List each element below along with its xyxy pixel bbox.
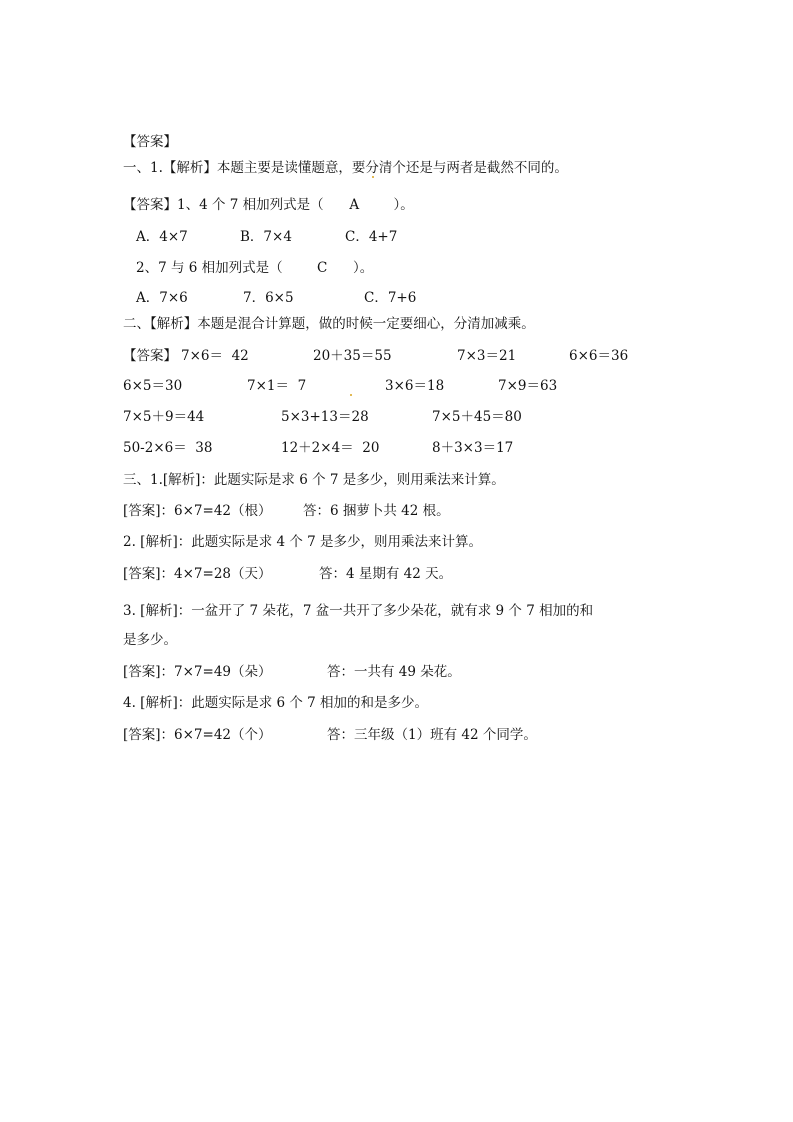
calc-cell: 8＋3×3＝17 bbox=[432, 440, 514, 456]
sec1-analysis: 一、1.【解析】本题主要是读懂题意，要分清个还是与两者是截然不同的。 bbox=[123, 160, 568, 176]
sec1-q2: 2、7 与 6 相加列式是（ C ）。 bbox=[136, 260, 374, 276]
sec3-item1-reply: 答：6 捆萝卜共 42 根。 bbox=[303, 503, 450, 519]
calc-cell: 7×5＋9＝44 bbox=[123, 409, 205, 425]
scan-speck bbox=[372, 176, 374, 178]
sec3-item1-answer: [答案]：6×7=42（根） bbox=[123, 503, 272, 519]
sec3-item2-analysis: 2. [解析]：此题实际是求 4 个 7 是多少，则用乘法来计算。 bbox=[123, 534, 483, 550]
sec3-item3-answer: [答案]：7×7=49（朵） bbox=[123, 664, 272, 680]
calc-cell: 7×3＝21 bbox=[457, 348, 517, 364]
calc-cell: 7×9＝63 bbox=[498, 378, 558, 394]
calc-cell: 5×3+13＝28 bbox=[281, 409, 369, 425]
sec2-analysis: 二、【解析】本题是混合计算题，做的时候一定要细心，分清加减乘。 bbox=[123, 316, 535, 332]
sec3-item4-analysis: 4. [解析]：此题实际是求 6 个 7 相加的和是多少。 bbox=[123, 695, 429, 711]
sec1-q2-option-c: C．7+6 bbox=[364, 290, 417, 306]
calc-cell: 3×6＝18 bbox=[385, 378, 445, 394]
sec1-q1: 【答案】1、4 个 7 相加列式是（ A ）。 bbox=[123, 197, 414, 213]
sec1-q1-option-a: A．4×7 bbox=[136, 229, 188, 245]
sec1-q2-option-b: 7．6×5 bbox=[243, 290, 294, 306]
sec3-item1-analysis: 三、1.[解析]：此题实际是求 6 个 7 是多少，则用乘法来计算。 bbox=[123, 472, 505, 488]
calc-cell: 50-2×6＝ 38 bbox=[123, 440, 213, 456]
calc-cell: 7×5＋45＝80 bbox=[432, 409, 522, 425]
calc-cell: 7×1＝ 7 bbox=[247, 378, 307, 394]
sec3-item4-reply: 答：三年级（1）班有 42 个同学。 bbox=[327, 727, 537, 743]
sec3-item3-analysis: 3. [解析]：一盆开了 7 朵花，7 盆一共开了多少朵花，就有求 9 个 7 相加的和 bbox=[123, 603, 594, 619]
sec1-q2-option-a: A．7×6 bbox=[136, 290, 188, 306]
calc-cell: 20＋35＝55 bbox=[313, 348, 392, 364]
sec3-item4-answer: [答案]：6×7=42（个） bbox=[123, 727, 272, 743]
sec3-item2-reply: 答：4 星期有 42 天。 bbox=[319, 566, 453, 582]
calc-cell: 12＋2×4＝ 20 bbox=[281, 440, 380, 456]
sec3-item2-answer: [答案]：4×7=28（天） bbox=[123, 566, 272, 582]
sec1-q1-option-c: C．4+7 bbox=[345, 229, 398, 245]
calc-cell: 6×5＝30 bbox=[123, 378, 183, 394]
scan-speck bbox=[350, 394, 352, 396]
sec2-answer-label: 【答案】 bbox=[123, 348, 177, 364]
answer-heading: 【答案】 bbox=[123, 134, 177, 150]
calc-cell: 6×6＝36 bbox=[569, 348, 629, 364]
sec3-item3-analysis-cont: 是多少。 bbox=[123, 632, 177, 648]
sec3-item3-reply: 答：一共有 49 朵花。 bbox=[327, 664, 461, 680]
calc-cell: 7×6＝ 42 bbox=[181, 348, 249, 364]
sec1-q1-option-b: B．7×4 bbox=[240, 229, 292, 245]
